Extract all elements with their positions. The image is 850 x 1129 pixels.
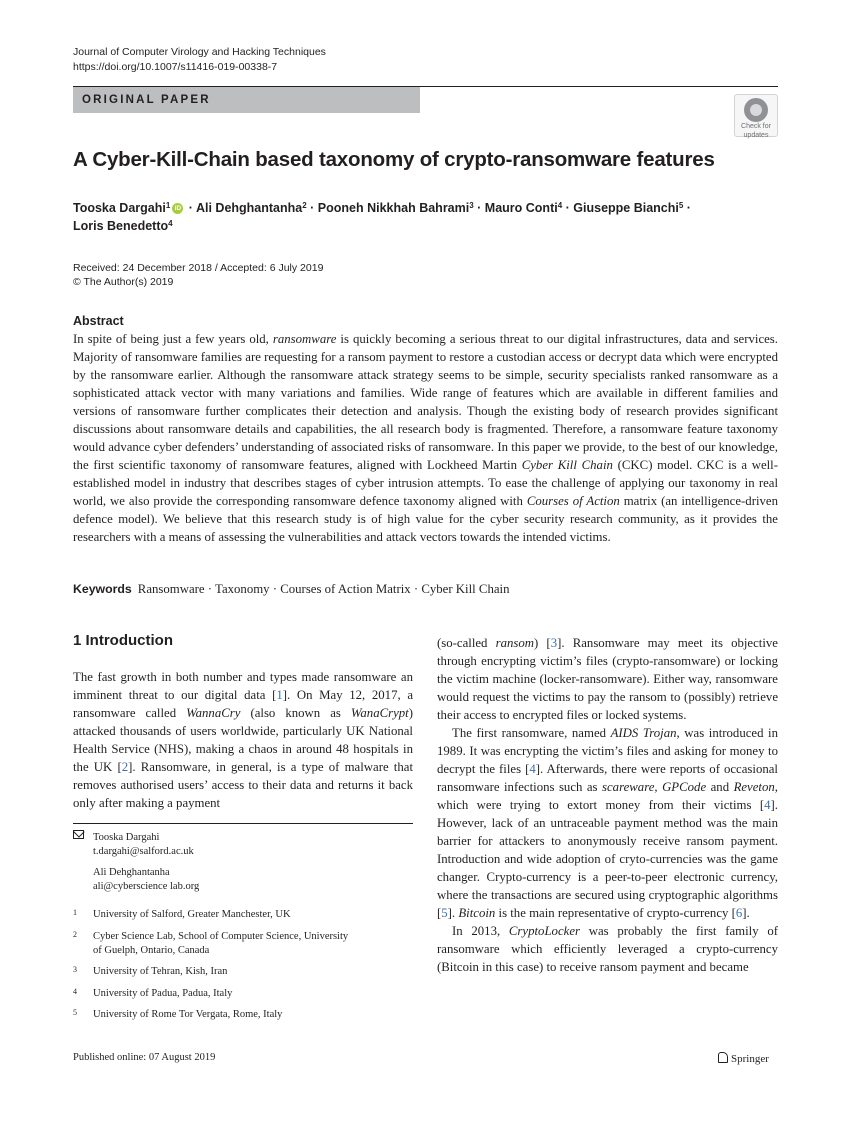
text-run: ]. Ransomware, in general, is a type of malware that removes authorised users’ access to their data and returns it back only after making a payment xyxy=(73,760,413,810)
affiliation-item xyxy=(73,1008,413,1022)
abstract-part: (CKC) model. CKC is a well-established model in industry that describes stages of cyber intrusion attempts. To ease the challenge of applying our taxonomy in real world, we also provide the corresponding ransomware defence taxonomy aligned with xyxy=(73,458,778,508)
contact-name: Tooska Dargahi xyxy=(93,832,160,843)
abstract-emphasis: ransomware xyxy=(272,332,337,346)
affiliation-line: Cyber Science Lab, School of Computer Science, University xyxy=(93,931,349,942)
text-run: ]. Ransomware may meet its objective through encrypting victim’s files (crypto-ransomware) or locking the victim machine (locker-ransomware). Either way, ransomware would request the victims to pay the ransom to (possibly) retrieve their access to encrypted files or locked systems. xyxy=(437,636,778,722)
check-updates-label-2: updates xyxy=(743,131,769,139)
author-separator: · xyxy=(306,201,318,215)
text-run: , was introduced in 1989. It was encrypting the victim’s files and asking for money to decrypt the files [ xyxy=(437,726,778,776)
affiliation-number: 3 xyxy=(73,965,77,974)
citation-link[interactable]: 5 xyxy=(441,906,448,920)
abstract-part: matrix (an intelligence-driven defence model). We believe that this research study is of high value for the cyber security research community, as it provides the researchers with a means of assessing the vulnerabilities and attack vectors towards the intended victims. xyxy=(73,494,778,544)
author-name[interactable]: Tooska Dargahi xyxy=(73,201,166,215)
author-separator: · xyxy=(473,201,485,215)
text-emphasis: WannaCry xyxy=(186,706,241,720)
author-affiliation: 2 xyxy=(302,201,307,210)
contact-entry xyxy=(93,866,413,894)
affiliation-number: 5 xyxy=(73,1008,77,1017)
paragraph xyxy=(437,724,778,922)
springer-logo-icon xyxy=(718,1052,728,1063)
footnote-rule xyxy=(73,823,413,824)
publisher xyxy=(718,1052,769,1065)
affiliation-item xyxy=(73,908,413,922)
contact-entry xyxy=(93,831,413,859)
corresponding-authors xyxy=(93,831,413,894)
contact-email[interactable]: t.dargahi@salford.ac.uk xyxy=(93,846,194,857)
author-affiliation: 4 xyxy=(557,201,563,210)
affiliation-number: 1 xyxy=(73,908,77,917)
text-run: is the main representative of crypto-currency [ xyxy=(495,906,736,920)
abstract-emphasis: Courses of Action xyxy=(526,494,620,508)
published-date: Published online: 07 August 2019 xyxy=(73,1052,216,1063)
abstract-part: is quickly becoming a serious threat to our digital infrastructures, data and services. Majority of ransomware families are requesting for a ransom payment to restore a custodian access or decrypt data which were encrypted by the ransomware earlier. Although the ransomware attack strategy seems to be simple, security specialists ranked ransomware as a sophisticated attack vector with many variations and families. Wide range of features which are available in different families and versions of ransomware further complicates their detection and analysis. Though the existing body of research provides significant discussions about ransomware details and capabilities, the all research body is fragmented. Therefore, a ransomware feature taxonomy would advance cyber defenders’ understanding of associated risks of ransomware. In this paper we provide, to the best of our knowledge, the first scientific taxonomy of ransomware features, aligned with Lockheed Martin xyxy=(73,332,778,472)
citation-link[interactable]: 6 xyxy=(735,906,743,920)
affiliation-text xyxy=(93,930,393,958)
check-updates-icon xyxy=(744,98,768,122)
text-run: ]. On May 12, 2017, a ransomware called xyxy=(73,688,413,720)
text-emphasis: Bitcoin xyxy=(458,906,496,920)
text-run: ]. However, lack of an untraceable payment method was the main barrier for attackers to anonymously receive ransom payment. Introduction and wide adoption of cryto-currencies was the game changer. Crypto-currency is a peer-to-peer electronic currency, where the transactions are secured using cryptographic algorithms [ xyxy=(437,798,778,920)
contact-name: Ali Dehghantanha xyxy=(93,867,170,878)
paper-type-banner: ORIGINAL PAPER xyxy=(73,87,420,113)
citation-link[interactable]: 4 xyxy=(529,762,536,776)
author-name[interactable]: Mauro Conti xyxy=(484,201,558,215)
author-affiliation: 1 xyxy=(165,201,171,210)
text-emphasis: AIDS Trojan xyxy=(610,726,677,740)
text-emphasis: ransom xyxy=(495,636,535,650)
text-run: and xyxy=(706,780,734,794)
author-name[interactable]: Ali Dehghantanha xyxy=(195,201,303,215)
text-run: was probably the first family of ransomware which efficiently leveraged a crypto-currency (Bitcoin in this case) to receive ransom payment and became xyxy=(437,924,778,974)
text-run: (also known as xyxy=(240,706,351,720)
text-run: , xyxy=(654,780,663,794)
affiliation-text: University of Padua, Padua, Italy xyxy=(93,988,233,999)
text-run: (so-called xyxy=(437,636,496,650)
author-name[interactable]: Pooneh Nikkhah Bahrami xyxy=(317,201,470,215)
text-run: In 2013, xyxy=(452,924,509,938)
received-accepted: Received: 24 December 2018 / Accepted: 6 July 2019 xyxy=(73,262,324,274)
affiliation-line: of Guelph, Ontario, Canada xyxy=(93,945,210,956)
affiliation-number: 2 xyxy=(73,930,77,939)
author-name[interactable]: Giuseppe Bianchi xyxy=(573,201,679,215)
abstract-part: In spite of being just a few years old, xyxy=(73,332,273,346)
publisher-name: Springer xyxy=(731,1053,769,1065)
contact-email[interactable]: ali@cyberscience lab.org xyxy=(93,881,200,892)
text-run: ]. xyxy=(742,906,750,920)
abstract-emphasis: Cyber Kill Chain xyxy=(521,458,613,472)
orcid-icon[interactable]: iD xyxy=(172,203,183,214)
copyright: © The Author(s) 2019 xyxy=(73,276,174,288)
text-run: ) attacked thousands of users worldwide, particularly UK National Health Service (NHS), making a chaos in around 48 hospitals in the UK [ xyxy=(73,706,414,774)
text-run: ]. Afterwards, there were reports of occasional ransomware infections such as xyxy=(437,762,778,794)
paragraph xyxy=(437,922,778,976)
envelope-icon xyxy=(73,830,84,839)
affiliation-text: University of Salford, Greater Manchester, UK xyxy=(93,909,291,920)
intro-right-column xyxy=(437,634,778,976)
affiliation-item xyxy=(73,987,413,1001)
keywords-label: Keywords xyxy=(73,582,132,596)
affiliation-item xyxy=(73,930,413,958)
text-emphasis: WanaCrypt xyxy=(350,706,409,720)
article-title: A Cyber-Kill-Chain based taxonomy of crypto-ransomware features xyxy=(73,148,715,171)
text-run: The first ransomware, named xyxy=(452,726,611,740)
keywords xyxy=(73,580,509,598)
affiliation-text: University of Rome Tor Vergata, Rome, Italy xyxy=(93,1009,283,1020)
author-separator: · xyxy=(562,201,574,215)
check-for-updates-badge[interactable] xyxy=(734,94,778,137)
author-affiliation: 5 xyxy=(678,201,684,210)
section-heading-introduction: 1 Introduction xyxy=(73,632,173,649)
author-name[interactable]: Loris Benedetto xyxy=(73,219,169,233)
affiliation-text: University of Tehran, Kish, Iran xyxy=(93,966,228,977)
text-emphasis: CryptoLocker xyxy=(508,924,580,938)
intro-left-column xyxy=(73,668,413,812)
affiliation-number: 4 xyxy=(73,987,77,996)
citation-link[interactable]: 3 xyxy=(550,636,558,650)
text-emphasis: scareware xyxy=(602,780,655,794)
citation-link[interactable]: 2 xyxy=(121,760,129,774)
text-run: , which were trying to extort money from their victims [ xyxy=(437,780,778,812)
abstract-text xyxy=(73,330,778,546)
author-separator: · xyxy=(185,201,196,215)
abstract-heading: Abstract xyxy=(73,314,124,328)
check-updates-label-1: Check for xyxy=(741,123,771,130)
author-affiliation: 3 xyxy=(469,201,474,210)
author-list xyxy=(73,199,778,235)
citation-link[interactable]: 1 xyxy=(276,688,283,702)
citation-link[interactable]: 4 xyxy=(764,798,771,812)
paragraph xyxy=(437,634,778,724)
journal-header xyxy=(73,45,326,75)
text-run: ) [ xyxy=(534,636,551,650)
keywords-list: Ransomware · Taxonomy · Courses of Action Matrix · Cyber Kill Chain xyxy=(137,582,510,596)
affiliation-item xyxy=(73,965,413,979)
journal-name: Journal of Computer Virology and Hacking Techniques xyxy=(73,46,326,58)
doi-link[interactable]: https://doi.org/10.1007/s11416-019-00338-7 xyxy=(73,61,278,73)
author-separator: · xyxy=(683,201,691,215)
text-emphasis: GPCode xyxy=(662,780,707,794)
text-run: ]. xyxy=(447,906,459,920)
text-run: The fast growth in both number and types made ransomware an imminent threat to our digital data [ xyxy=(73,670,413,702)
text-emphasis: Reveton xyxy=(733,780,775,794)
author-affiliation: 4 xyxy=(168,219,173,228)
article-dates xyxy=(73,261,323,289)
